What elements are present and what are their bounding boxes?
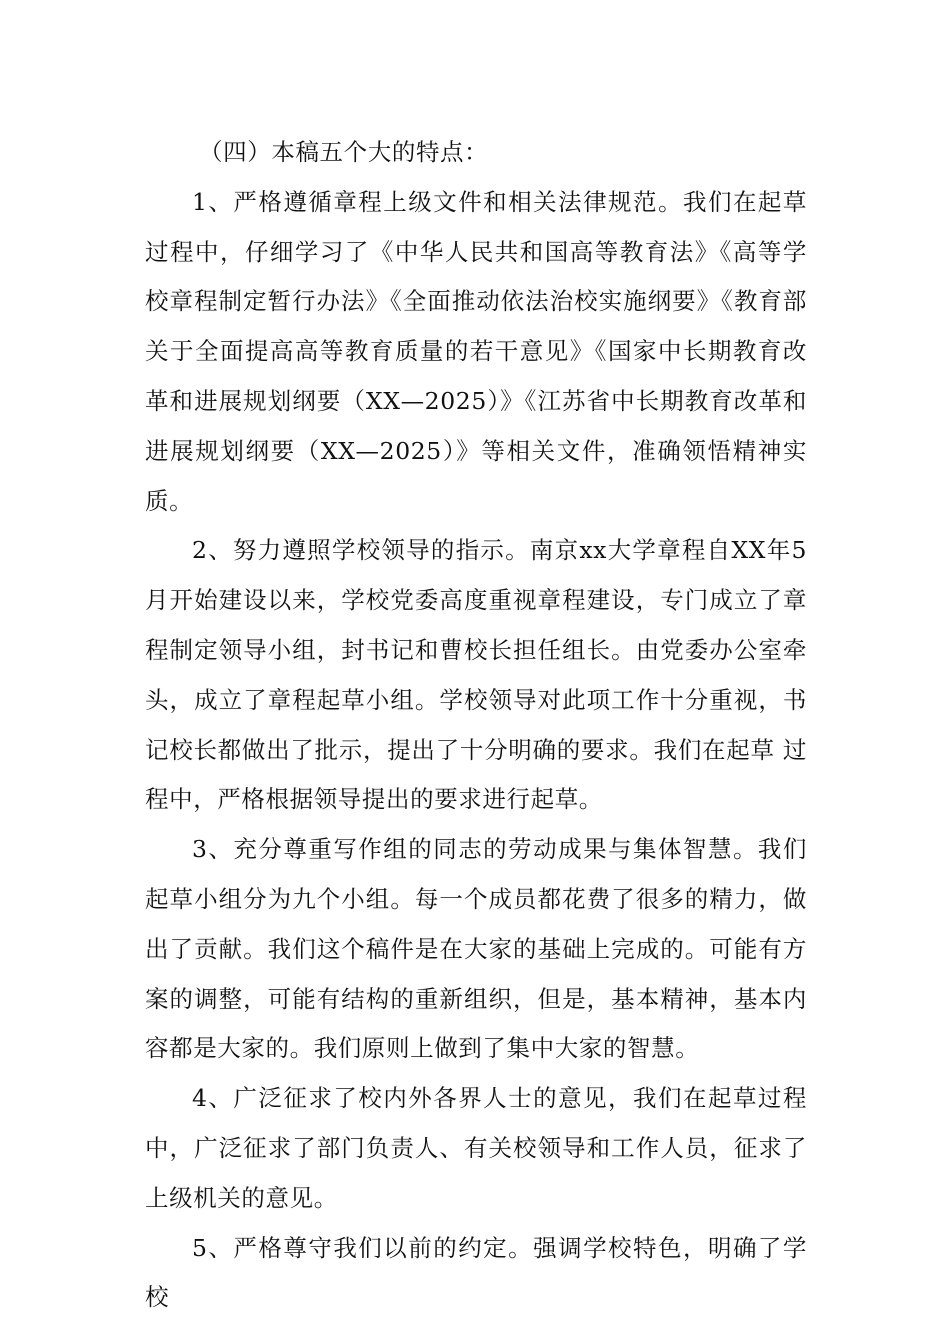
paragraph-4: 4、广泛征求了校内外各界人士的意见，我们在起草过程中，广泛征求了部门负责人、有关校领导和工作人员，征求了上级机关的意见。 [145, 1084, 807, 1212]
paragraph-1: 1、严格遵循章程上级文件和相关法律规范。我们在起草过程中，仔细学习了《中华人民共和国高等教育法》《高等学校章程制定暂行办法》《全面推动依法治校实施纲要》《教育部关于全面提高高等教育质量的若干意见》《国家中长期教育改革和进展规划纲要（XX—2025）》《江苏省中长期教育改革和进展规划纲要（XX—2025）》等相关文件，准确领悟精神实质。 [145, 187, 807, 515]
section-heading: （四）本稿五个大的特点： [199, 138, 489, 166]
paragraph-3: 3、充分尊重写作组的同志的劳动成果与集体智慧。我们起草小组分为九个小组。每一个成员都花费了很多的精力，做出了贡献。我们这个稿件是在大家的基础上完成的。可能有方案的调整，可能有结构的重新组织，但是，基本精神，基本内容都是大家的。我们原则上做到了集中大家的智慧。 [145, 835, 807, 1063]
paragraph-5: 5、严格尊守我们以前的约定。强调学校特色，明确了学校 [145, 1233, 807, 1312]
paragraph-2: 2、努力遵照学校领导的指示。南京xx大学章程自XX年5月开始建设以来，学校党委高度重视章程建设，专门成立了章程制定领导小组，封书记和曹校长担任组长。由党委办公室牵头，成立了章程起草小组。学校领导对此项工作十分重视，书记校长都做出了批示，提出了十分明确的要求。我们在起草 过程中，严格根据领导提出的要求进行起草。 [145, 536, 807, 814]
document-body [145, 128, 807, 1323]
